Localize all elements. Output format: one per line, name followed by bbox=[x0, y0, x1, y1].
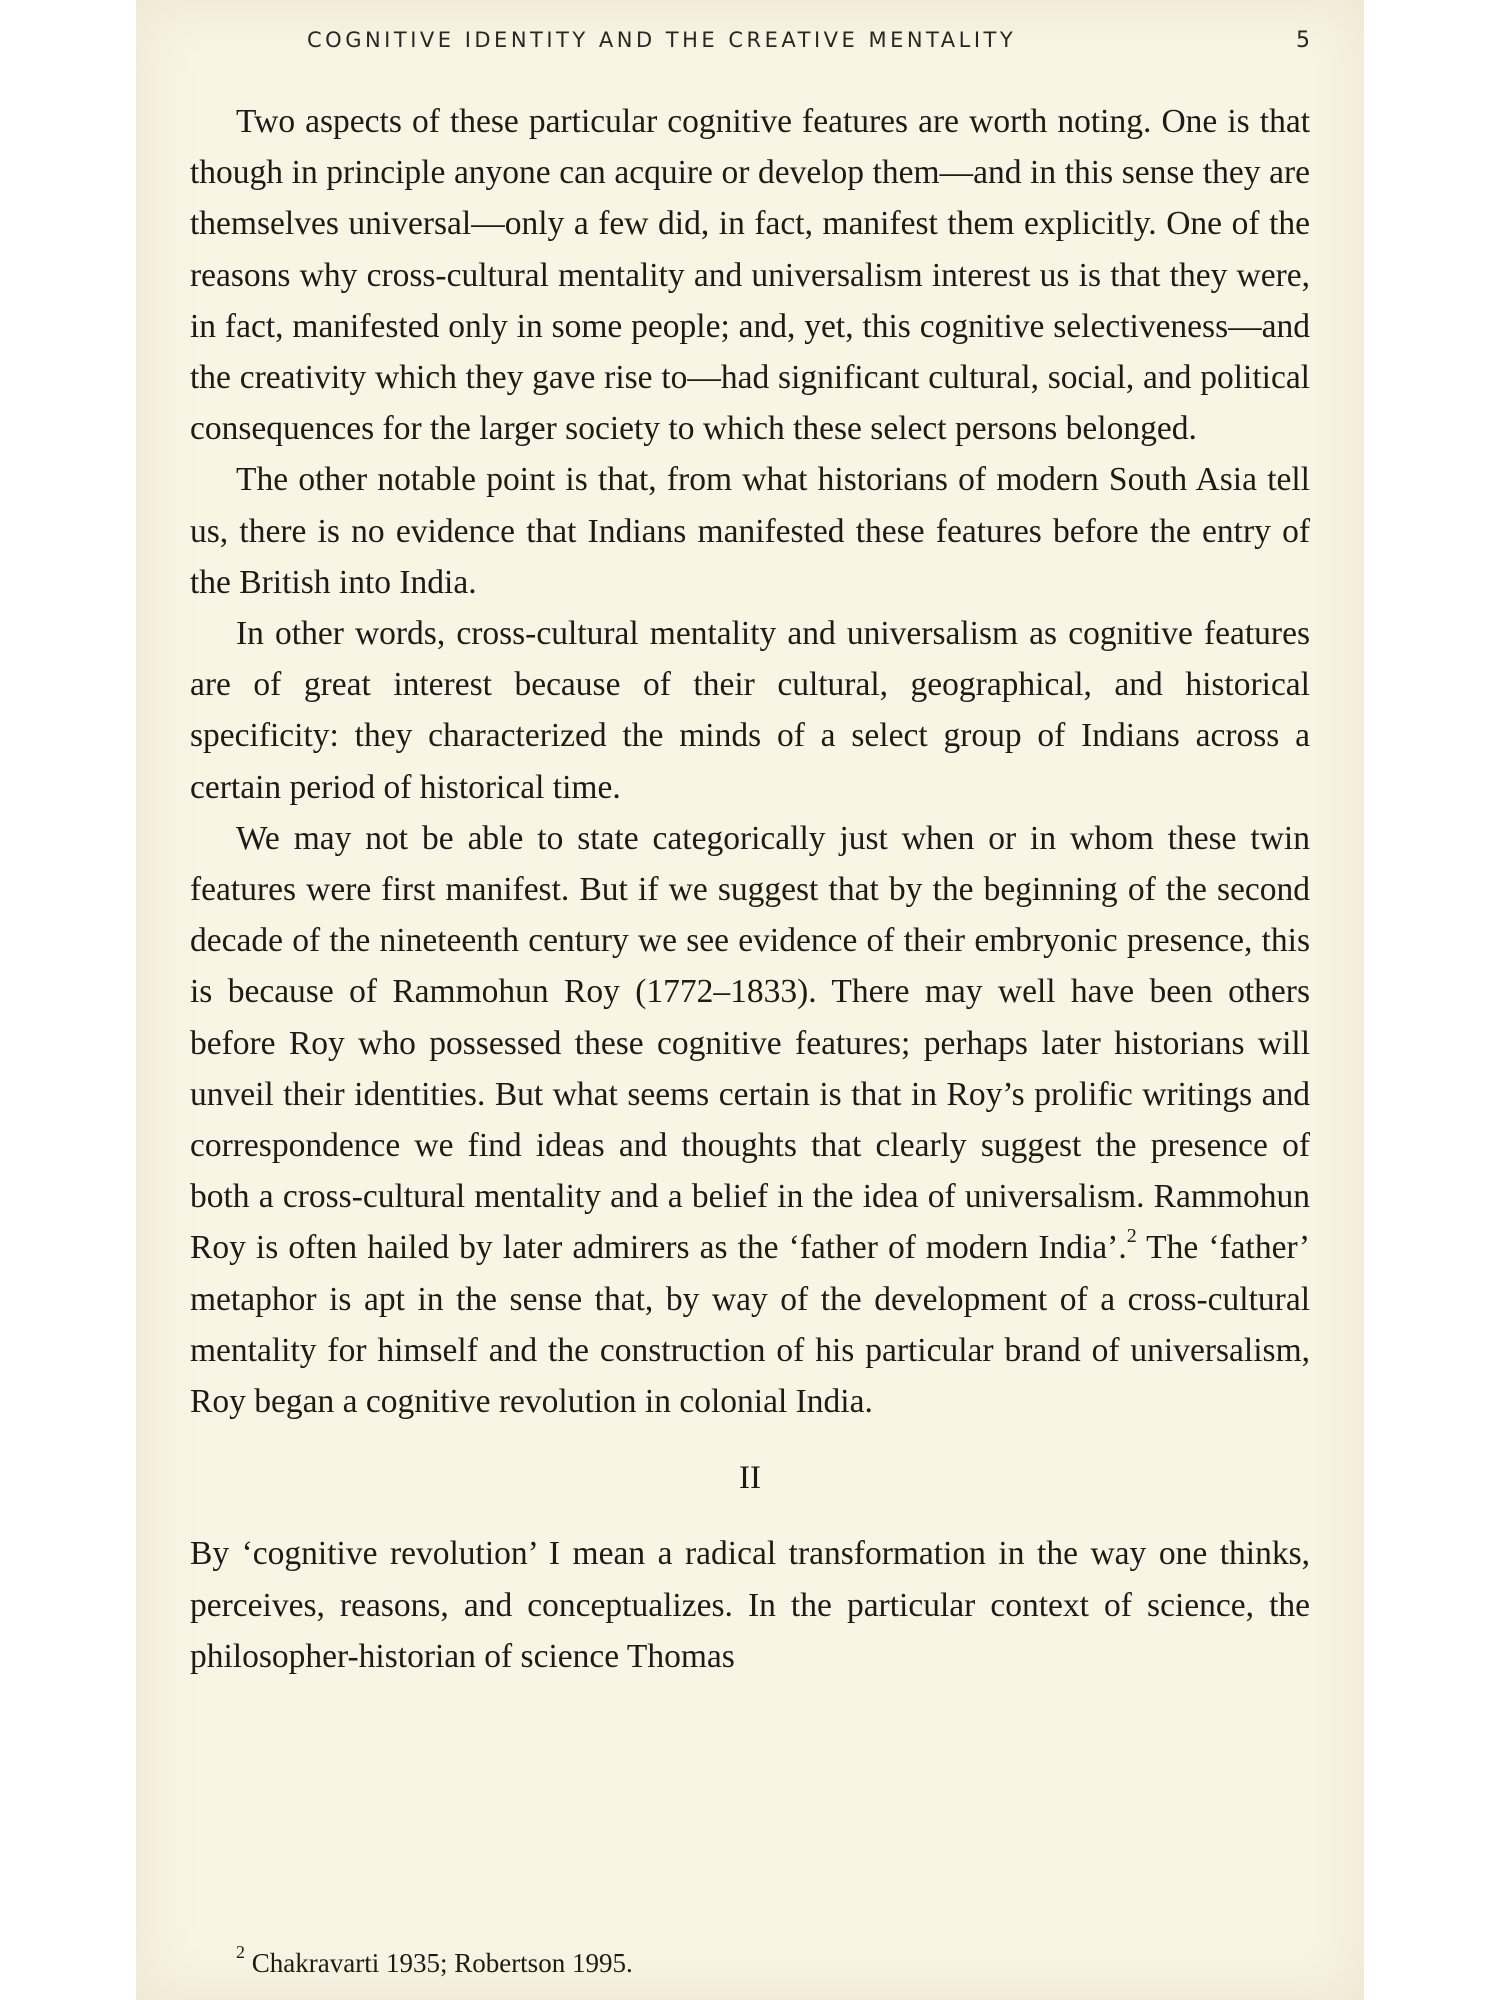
paragraph: Two aspects of these particular cognitive features are worth noting. One is that though in principle anyone can acquire or develop them—and in this sense they are themselves universal—only a few did, in fact, manifest them explicitly. One of the reasons why cross-cultural mentality and universalism interest us is that they were, in fact, manifested only in some people; and, yet, this cognitive selectiveness—and the creativity which they gave rise to—had significant cultural, social, and political consequences for the larger society to which these select persons belonged. bbox=[190, 103, 1310, 448]
page-number: 5 bbox=[1296, 28, 1310, 53]
section-heading: II bbox=[739, 1460, 761, 1497]
paragraph-text: We may not be able to state categorically just when or in whom these twin features were first manifest. But if we suggest that by the beginning of the second decade of the nineteenth century we see evidence of their embryonic presence, this is because of Rammohun Roy (1772–1833). There may well have been others before Roy who possessed these cognitive features; perhaps later historians will unveil their identities. But what seems certain is that in Roy’s prolific writings and correspondence we find ideas and thoughts that clearly suggest the presence of both a cross-cultural mentality and a belief in the idea of universalism. Rammohun Roy is often hailed by later admirers as the ‘father of modern India’. bbox=[190, 819, 1310, 1267]
running-head-title: COGNITIVE IDENTITY AND THE CREATIVE MENTALITY bbox=[307, 28, 1017, 52]
paragraph: In other words, cross-cultural mentality and universalism as cognitive features are of great interest because of their cultural, geographical, and historical specificity: they characterized the minds of a select group of Indians across a certain period of historical time. bbox=[190, 615, 1310, 806]
paragraph-text: The ‘father’ metaphor is apt in the sense that, by way of the development of a cross-cultural mentality for himself and the construction of his particular brand of universalism, Roy began a cognitive revolution in colonial India. bbox=[190, 1229, 1310, 1421]
footnote-text: Chakravarti 1935; Robertson 1995. bbox=[251, 1948, 633, 1978]
footnote-reference: 2 bbox=[1126, 1225, 1137, 1248]
body-text bbox=[190, 96, 1310, 1682]
footnote-number: 2 bbox=[236, 1942, 245, 1962]
section-paragraph: By ‘cognitive revolution’ I mean a radical transformation in the way one thinks, perceives, reasons, and conceptualizes. In the particular context of science, the philosopher-historian of science Thomas bbox=[190, 1535, 1310, 1675]
paragraph-roy bbox=[190, 813, 1310, 1427]
paragraph: The other notable point is that, from what historians of modern South Asia tell us, there is no evidence that Indians manifested these features before the entry of the British into India. bbox=[190, 461, 1310, 601]
running-head bbox=[172, 26, 1320, 60]
footnote bbox=[236, 1942, 1296, 1980]
